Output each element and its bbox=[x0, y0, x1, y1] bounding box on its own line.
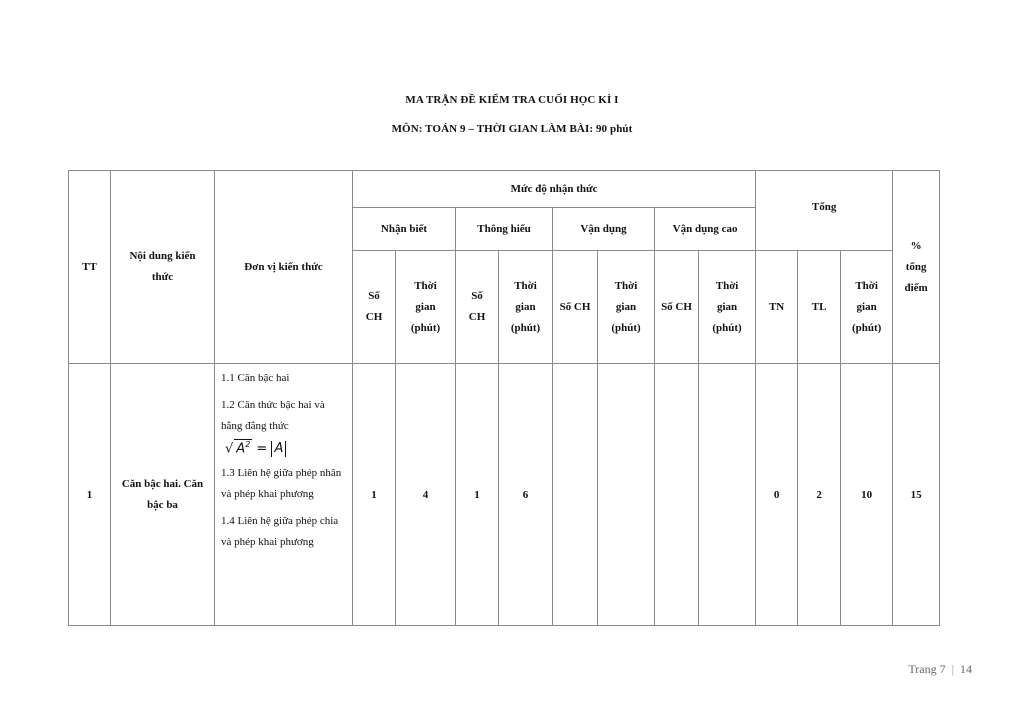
unit-item: 1.2 Căn thức bậc hai và hằng đẳng thức bbox=[221, 399, 325, 432]
cell-nb-ch: 1 bbox=[353, 364, 396, 626]
cell-th-tg: 6 bbox=[499, 364, 553, 626]
header-tong: Tổng bbox=[756, 171, 893, 251]
header-noi-dung: Nội dung kiến thức bbox=[111, 171, 215, 364]
header-don-vi: Đơn vị kiến thức bbox=[215, 171, 353, 364]
unit-item: 1.4 Liên hệ giữa phép chia và phép khai phương bbox=[221, 515, 339, 549]
header-so-ch: Số CH bbox=[553, 251, 598, 364]
cell-percent: 15 bbox=[893, 364, 940, 626]
unit-list bbox=[215, 364, 353, 626]
cell-vd-ch bbox=[553, 364, 598, 626]
header-tt: TT bbox=[69, 171, 111, 364]
header-level-thong-hieu: Thông hiểu bbox=[456, 208, 553, 251]
header-thoi-gian: Thời gian (phút) bbox=[499, 251, 553, 364]
header-thoi-gian: Thời gian (phút) bbox=[598, 251, 655, 364]
header-thoi-gian: Thời gian (phút) bbox=[699, 251, 756, 364]
header-percent: % tổng điểm bbox=[893, 171, 940, 364]
cell-tg-tong: 10 bbox=[841, 364, 893, 626]
page-label: Trang 7 bbox=[908, 662, 946, 676]
header-level-nhan-biet: Nhận biết bbox=[353, 208, 456, 251]
header-tn: TN bbox=[756, 251, 798, 364]
cell-vdc-ch bbox=[655, 364, 699, 626]
page-footer bbox=[908, 662, 972, 677]
formula-sqrt-a-squared: √ $A^2 = A$ bbox=[225, 439, 286, 457]
document-subtitle: MÔN: TOÁN 9 – THỜI GIAN LÀM BÀI: 90 phút bbox=[391, 123, 633, 135]
header-level-van-dung: Vận dụng bbox=[553, 208, 655, 251]
header-thoi-gian-tong: Thời gian (phút) bbox=[841, 251, 893, 364]
cell-nb-tg: 4 bbox=[396, 364, 456, 626]
page-total: 14 bbox=[960, 662, 972, 676]
unit-item: 1.3 Liên hệ giữa phép nhân và phép khai phương bbox=[221, 467, 342, 501]
cell-vdc-tg bbox=[699, 364, 756, 626]
row-tt: 1 bbox=[69, 364, 111, 626]
cell-vd-tg bbox=[598, 364, 655, 626]
document-title: MA TRẬN ĐỀ KIỂM TRA CUỐI HỌC KÌ I bbox=[405, 94, 619, 106]
header-level-van-dung-cao: Vận dụng cao bbox=[655, 208, 756, 251]
cell-tn: 0 bbox=[756, 364, 798, 626]
header-so-ch: Số CH bbox=[655, 251, 699, 364]
page-separator: | bbox=[951, 662, 954, 676]
knowledge-matrix-table bbox=[68, 170, 940, 626]
header-tl: TL bbox=[798, 251, 841, 364]
row-noi-dung: Căn bậc hai. Căn bậc ba bbox=[111, 364, 215, 626]
header-thoi-gian: Thời gian (phút) bbox=[396, 251, 456, 364]
cell-tl: 2 bbox=[798, 364, 841, 626]
unit-item: 1.1 Căn bậc hai bbox=[221, 372, 290, 384]
header-so-ch: Số CH bbox=[456, 251, 499, 364]
header-muc-do: Mức độ nhận thức bbox=[353, 171, 756, 208]
cell-th-ch: 1 bbox=[456, 364, 499, 626]
header-so-ch: Số CH bbox=[353, 251, 396, 364]
